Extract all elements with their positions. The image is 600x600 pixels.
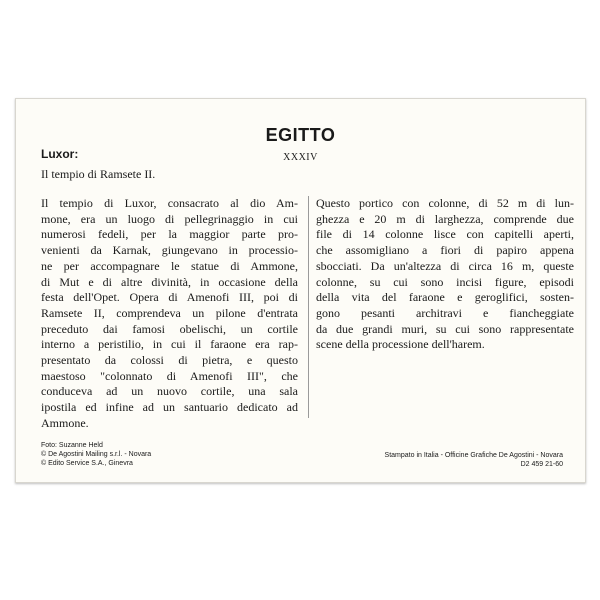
printer-block [385,451,563,469]
text-line: ne per accompagnare le statue di Ammone, [41,258,298,273]
text-line: maestoso "colonnato di Amenofi III", che [41,368,298,383]
info-card [15,98,586,483]
left-column-text [41,196,298,432]
text-line: colonne, su cui sono incisi figure, episodi [316,274,574,289]
subject-heading: Il tempio di Ramsete II. [41,167,156,181]
card-title: EGITTO [265,125,336,145]
column-divider [308,196,309,418]
text-line: festa dell'Opet. Opera di Amenofi III, poi di [41,290,298,305]
text-line: della vita del faraone e geroglifici, sosten- [316,290,574,305]
place-heading: Luxor: [41,147,79,161]
credits-block [41,441,151,468]
copyright-line: © Edito Service S.A., Ginevra [41,460,133,467]
text-line: scene della processione dell'harem. [316,337,485,352]
volume-number: XXXIV [283,152,318,163]
text-line: mone, era un luogo di pellegrinaggio in cui [41,211,298,226]
text-line: conduceva ad un nuovo cortile, una sala [41,384,298,399]
text-line: gono pesanti architravi e fiancheggiate [316,305,574,320]
text-line: Ammone. [41,415,89,430]
printer-line: Stampato in Italia - Officine Grafiche De Agostini - Novara [384,452,563,459]
text-line: Questo portico con colonne, di 52 m di lun- [316,196,574,210]
text-line: ipostila ed infine ad un santuario dedicato ad [41,400,298,415]
product-code: D2 459 21-60 [520,461,563,468]
text-line: Ramsete II, comprendeva un pilone d'entrata [41,305,298,320]
text-line: ghezza e 20 m di larghezza, comprende due [316,211,574,226]
right-column-text [316,196,574,353]
text-line: Il tempio di Luxor, consacrato al dio Am- [41,196,298,210]
text-line: interno a peristilio, in cui il faraone era rap- [41,337,298,352]
text-line: da due grandi muri, su cui sono rappresentate [316,321,574,336]
text-line: presentato da colossi di pietra, e questo [41,353,298,368]
photo-credit: Foto: Suzanne Held [41,442,103,449]
text-line: di Mut e di altre divinità, in occasione della [41,274,298,289]
text-line: preceduto dai famosi obelischi, un cortile [41,321,298,336]
text-line: venienti da Karnak, giungevano in processio- [41,243,298,258]
text-line: che assomigliano a fiori di papiro appena [316,243,574,258]
copyright-line: © De Agostini Mailing s.r.l. - Novara [41,451,152,458]
text-line: numerosi fedeli, per la maggior parte pro- [41,227,298,242]
text-line: file di 14 colonne lisce con capitelli aperti, [316,227,574,242]
text-line: sbocciati. Da un'altezza di circa 16 m, queste [316,258,574,273]
